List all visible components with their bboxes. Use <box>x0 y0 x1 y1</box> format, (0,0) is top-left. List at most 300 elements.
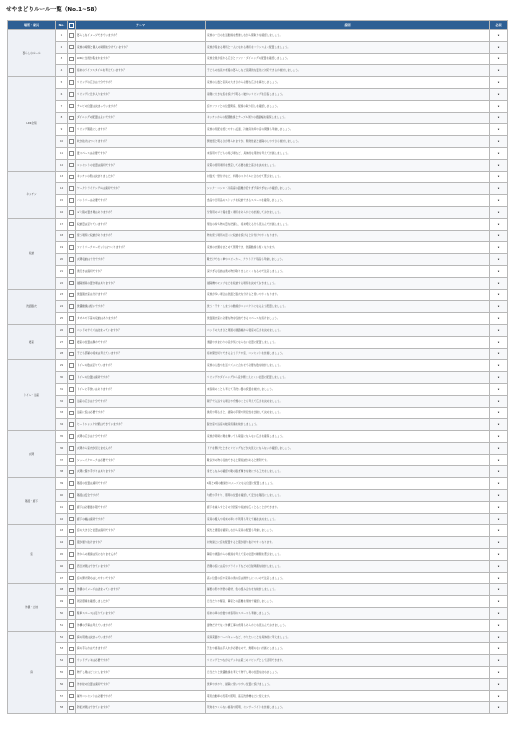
row-theme: 洗面脱衣室は分けますか？ <box>76 289 206 301</box>
row-checkbox[interactable] <box>69 80 74 85</box>
row-number: 19 <box>56 242 68 254</box>
table-row <box>8 560 508 572</box>
row-number: 36 <box>56 442 68 454</box>
required-star-icon: ★ <box>490 631 508 643</box>
row-number: 50 <box>56 608 68 620</box>
row-description: 食品や日用品のストックを収納できるスペースを確保しましょう。 <box>206 195 490 207</box>
row-theme: 将来のライフスタイルを考えていますか？ <box>76 65 206 77</box>
row-number: 35 <box>56 431 68 443</box>
category-cell: トイレ・浴室 <box>8 360 56 431</box>
required-star-icon: ★ <box>490 265 508 277</box>
table-row <box>8 206 508 218</box>
table-row <box>8 242 508 254</box>
table-row <box>8 513 508 525</box>
required-star-icon: ★ <box>490 442 508 454</box>
row-number: 42 <box>56 513 68 525</box>
row-description: 物を使う場所の近くに収納を設けると片付けやすくなります。 <box>206 230 490 242</box>
required-star-icon: ★ <box>490 596 508 608</box>
required-star-icon: ★ <box>490 124 508 136</box>
table-row <box>8 619 508 631</box>
row-theme: トイレに手洗いはありますか？ <box>76 383 206 395</box>
row-theme: 庭の手入れはできますか？ <box>76 643 206 655</box>
row-description: 西側の窓には庇やブラインドなどの日射遮蔽を検討しましょう。 <box>206 560 490 572</box>
row-number: 12 <box>56 159 68 171</box>
required-star-icon: ★ <box>490 301 508 313</box>
row-checkbox-cell <box>68 230 76 242</box>
row-checkbox[interactable] <box>69 198 74 203</box>
table-row <box>8 171 508 183</box>
row-description: 家族の衣類をまとめて管理でき、洗濯動線も短くなります。 <box>206 242 490 254</box>
row-checkbox[interactable] <box>69 328 74 333</box>
row-number: 8 <box>56 112 68 124</box>
row-checkbox[interactable] <box>69 304 74 309</box>
row-description: 深すぎる収納は奥の物が取り出しにくくなるので注意しましょう。 <box>206 265 490 277</box>
row-checkbox[interactable] <box>69 446 74 451</box>
row-description: 高い位置の窓や家具の奥の窓は操作しにくいので注意しましょう。 <box>206 572 490 584</box>
required-star-icon: ★ <box>490 324 508 336</box>
row-description: 家族の人数や生活リズムに合わせて必要な数を検討しましょう。 <box>206 360 490 372</box>
row-checkbox-cell <box>68 383 76 395</box>
table-row <box>8 372 508 384</box>
header-required: 必須 <box>490 21 508 30</box>
row-checkbox[interactable] <box>69 269 74 274</box>
row-description: 家族の気配を感じやすい反面、冷暖房効率や音の問題も考慮しましょう。 <box>206 124 490 136</box>
row-description: 採光と通風を確保しながら家具の配置も考慮しましょう。 <box>206 525 490 537</box>
row-checkbox-cell <box>68 195 76 207</box>
row-checkbox[interactable] <box>69 422 74 427</box>
row-theme: テレビの位置は決まっていますか？ <box>76 100 206 112</box>
row-number: 29 <box>56 360 68 372</box>
table-row <box>8 490 508 502</box>
row-checkbox[interactable] <box>69 116 74 121</box>
required-star-icon: ★ <box>490 560 508 572</box>
row-description: 廊下を減らすとその分居室や収納を広くとることができます。 <box>206 501 490 513</box>
row-checkbox[interactable] <box>69 470 74 475</box>
row-description: 対角線上に窓を配置すると風が通り抜けやすくなります。 <box>206 537 490 549</box>
row-checkbox[interactable] <box>69 481 74 486</box>
row-checkbox[interactable] <box>69 68 74 73</box>
row-checkbox[interactable] <box>69 245 74 250</box>
required-star-icon: ★ <box>490 348 508 360</box>
row-checkbox[interactable] <box>69 363 74 368</box>
table-row <box>8 218 508 230</box>
row-theme: 外からの視線は気になりませんか？ <box>76 549 206 561</box>
row-checkbox[interactable] <box>69 399 74 404</box>
required-star-icon: ★ <box>490 30 508 42</box>
required-star-icon: ★ <box>490 100 508 112</box>
row-theme: 畳スペースは必要ですか？ <box>76 147 206 159</box>
table-row <box>8 702 508 714</box>
row-theme: 階段は安全ですか？ <box>76 490 206 502</box>
row-checkbox[interactable] <box>69 599 74 604</box>
row-description: 日当たりと洗濯動線を考えて物干し場の位置を決めましょう。 <box>206 667 490 679</box>
required-star-icon: ★ <box>490 88 508 100</box>
row-checkbox-cell <box>68 667 76 679</box>
row-checkbox-cell <box>68 395 76 407</box>
required-star-icon: ★ <box>490 372 508 384</box>
row-theme: 西日対策はできていますか？ <box>76 560 206 572</box>
row-theme: ウッドデッキは必要ですか？ <box>76 655 206 667</box>
required-star-icon: ★ <box>490 419 508 431</box>
row-checkbox-cell <box>68 289 76 301</box>
required-star-icon: ★ <box>490 41 508 53</box>
category-cell: LDK全般 <box>8 77 56 171</box>
row-number: 47 <box>56 572 68 584</box>
row-description: 現在の持ち物の量を把握し、将来増える分も見込んで計画しましょう。 <box>206 218 490 230</box>
row-number: 39 <box>56 478 68 490</box>
required-star-icon: ★ <box>490 608 508 620</box>
required-star-icon: ★ <box>490 289 508 301</box>
table-row <box>8 407 508 419</box>
row-number: 16 <box>56 206 68 218</box>
row-number: 20 <box>56 254 68 266</box>
table-row <box>8 395 508 407</box>
required-star-icon: ★ <box>490 584 508 596</box>
row-description: 隣家や道路からの視線を考えて窓の位置や種類を選びましょう。 <box>206 549 490 561</box>
table-row <box>8 183 508 195</box>
row-checkbox[interactable] <box>69 588 74 593</box>
category-cell: 玄関 <box>8 431 56 478</box>
category-cell: 階段・廊下 <box>8 478 56 525</box>
row-checkbox[interactable] <box>69 104 74 109</box>
row-checkbox[interactable] <box>69 647 74 652</box>
required-star-icon: ★ <box>490 655 508 667</box>
row-number: 25 <box>56 313 68 325</box>
table-header-row <box>8 21 508 30</box>
row-checkbox[interactable] <box>69 210 74 215</box>
row-checkbox[interactable] <box>69 92 74 97</box>
row-checkbox-cell <box>68 88 76 100</box>
required-star-icon: ★ <box>490 77 508 89</box>
row-checkbox-cell <box>68 513 76 525</box>
row-checkbox-cell <box>68 324 76 336</box>
row-checkbox[interactable] <box>69 293 74 298</box>
category-cell: 洗面脱衣 <box>8 289 56 324</box>
row-theme: リビング階段にしますか？ <box>76 124 206 136</box>
row-number: 46 <box>56 560 68 572</box>
row-number: 23 <box>56 289 68 301</box>
row-number: 30 <box>56 372 68 384</box>
table-row <box>8 383 508 395</box>
row-number: 41 <box>56 501 68 513</box>
row-description: 家電の使用場所を想定して必要な数と高さを決めましょう。 <box>206 159 490 171</box>
row-number: 7 <box>56 100 68 112</box>
row-description: 家族全員が座れる広さとソファ・ダイニングの配置を確認しましょう。 <box>206 53 490 65</box>
row-checkbox-cell <box>68 454 76 466</box>
row-description: 道路や水まわりの音が気にならない位置に配置しましょう。 <box>206 336 490 348</box>
row-number: 55 <box>56 667 68 679</box>
row-checkbox[interactable] <box>69 552 74 557</box>
row-checkbox-cell <box>68 360 76 372</box>
row-theme: 屋外コンセントは必要ですか？ <box>76 690 206 702</box>
row-theme: ヒートショック対策はできていますか？ <box>76 419 206 431</box>
table-row <box>8 30 508 42</box>
row-number: 9 <box>56 124 68 136</box>
row-theme: ゴミ箱の置き場はありますか？ <box>76 206 206 218</box>
row-theme: 玄関収納は十分ですか？ <box>76 254 206 266</box>
required-star-icon: ★ <box>490 537 508 549</box>
row-checkbox-cell <box>68 702 76 714</box>
row-description: ドアを開けたときにリビングなどが丸見えにならないか確認しましょう。 <box>206 442 490 454</box>
row-checkbox[interactable] <box>69 529 74 534</box>
row-checkbox[interactable] <box>69 281 74 286</box>
table-row <box>8 195 508 207</box>
row-checkbox[interactable] <box>69 387 74 392</box>
table-row <box>8 53 508 65</box>
category-cell: 暮らしのルール <box>8 30 56 77</box>
row-checkbox[interactable] <box>69 139 74 144</box>
table-row <box>8 147 508 159</box>
row-checkbox-cell <box>68 419 76 431</box>
row-checkbox[interactable] <box>69 45 74 50</box>
row-checkbox-cell <box>68 407 76 419</box>
row-description: 来客用や子どもの遊び場など、具体的な用途を考えて計画しましょう。 <box>206 147 490 159</box>
row-theme: 暮らしをイメージできていますか？ <box>76 30 206 42</box>
row-theme: リビングに日が入りますか？ <box>76 88 206 100</box>
row-description: 家庭菜園やバーベキューなど、やりたいことを具体的に考えましょう。 <box>206 631 490 643</box>
row-number: 43 <box>56 525 68 537</box>
row-description: キッチンからの配膳動線とテーブル周りの通路幅を確保しましょう。 <box>206 112 490 124</box>
table-row <box>8 501 508 513</box>
row-checkbox[interactable] <box>69 411 74 416</box>
row-checkbox-cell <box>68 65 76 77</box>
row-checkbox[interactable] <box>69 493 74 498</box>
row-checkbox[interactable] <box>69 234 74 239</box>
row-checkbox-cell <box>68 265 76 277</box>
row-theme: 浴室に窓は必要ですか？ <box>76 407 206 419</box>
row-checkbox-cell <box>68 466 76 478</box>
row-description: 脱衣室や浴室の暖房設備を検討しましょう。 <box>206 419 490 431</box>
row-checkbox[interactable] <box>69 186 74 191</box>
row-checkbox[interactable] <box>69 127 74 132</box>
required-star-icon: ★ <box>490 360 508 372</box>
table-row <box>8 77 508 89</box>
row-description: 分別用のゴミ箱を置く場所をあらかじめ計画しておきましょう。 <box>206 206 490 218</box>
row-checkbox[interactable] <box>69 458 74 463</box>
row-checkbox[interactable] <box>69 33 74 38</box>
row-checkbox[interactable] <box>69 670 74 675</box>
table-row <box>8 230 508 242</box>
row-checkbox[interactable] <box>69 151 74 156</box>
row-description: ベッドの大きさと周囲の通路幅から寝室の広さを決めましょう。 <box>206 324 490 336</box>
row-number: 13 <box>56 171 68 183</box>
row-number: 34 <box>56 419 68 431</box>
table-row <box>8 678 508 690</box>
row-checkbox-cell <box>68 478 76 490</box>
table-row <box>8 454 508 466</box>
row-description: リビングとつながるデッキは第二のリビングとして活用できます。 <box>206 655 490 667</box>
row-theme: 奥行きは適切ですか？ <box>76 265 206 277</box>
row-number: 56 <box>56 678 68 690</box>
row-checkbox-cell <box>68 242 76 254</box>
table-row <box>8 537 508 549</box>
row-description: 窓やソファとの位置関係、配線の取り回しを確認しましょう。 <box>206 100 490 112</box>
row-theme: 浴室の広さは十分ですか？ <box>76 395 206 407</box>
row-checkbox-cell <box>68 254 76 266</box>
table-row <box>8 419 508 431</box>
row-checkbox[interactable] <box>69 163 74 168</box>
row-theme: 玄関に鏡や手すりはありますか？ <box>76 466 206 478</box>
row-checkbox[interactable] <box>69 257 74 262</box>
row-number: 14 <box>56 183 68 195</box>
row-description: 死角をつくらない植栽や照明、センサーライトを計画しましょう。 <box>206 702 490 714</box>
required-star-icon: ★ <box>490 183 508 195</box>
row-description: 家族が多い場合は洗面と脱衣を分けると使いやすくなります。 <box>206 289 490 301</box>
header-theme: テーマ <box>76 21 206 30</box>
row-theme: 寝室の位置は静かですか？ <box>76 336 206 348</box>
row-checkbox[interactable] <box>69 564 74 569</box>
required-star-icon: ★ <box>490 407 508 419</box>
required-star-icon: ★ <box>490 619 508 631</box>
required-star-icon: ★ <box>490 572 508 584</box>
required-star-icon: ★ <box>490 230 508 242</box>
row-theme: ファミリークローゼットはつくりますか？ <box>76 242 206 254</box>
row-number: 28 <box>56 348 68 360</box>
row-checkbox[interactable] <box>69 635 74 640</box>
row-theme: ベッドのサイズは決まっていますか？ <box>76 324 206 336</box>
row-description: 家具の搬入や将来の車いす利用も考えて幅を決めましょう。 <box>206 513 490 525</box>
row-number: 31 <box>56 383 68 395</box>
table-row <box>8 336 508 348</box>
row-checkbox-cell <box>68 336 76 348</box>
row-description: 換気や明るさと、掃除の手間や防犯性を比較して決めましょう。 <box>206 407 490 419</box>
table-row <box>8 584 508 596</box>
row-checkbox[interactable] <box>69 658 74 663</box>
row-checkbox-cell <box>68 525 76 537</box>
required-star-icon: ★ <box>490 147 508 159</box>
row-checkbox[interactable] <box>69 694 74 699</box>
row-theme: コンセントの位置は適切ですか？ <box>76 159 206 171</box>
table-row <box>8 631 508 643</box>
row-checkbox[interactable] <box>69 352 74 357</box>
row-number: 4 <box>56 65 68 77</box>
required-star-icon: ★ <box>490 195 508 207</box>
row-description: 家族が集まる場所と一人になれる場所をバランスよく配置しましょう。 <box>206 41 490 53</box>
row-checkbox[interactable] <box>69 505 74 510</box>
row-number: 58 <box>56 702 68 714</box>
row-description: 南側に大きな窓を設けて明るく暖かいリビングを目指しましょう。 <box>206 88 490 100</box>
row-checkbox[interactable] <box>69 434 74 439</box>
row-checkbox[interactable] <box>69 57 74 62</box>
row-description: 靴だけでなく傘やベビーカー、アウトドア用品も考慮しましょう。 <box>206 254 490 266</box>
row-checkbox-cell <box>68 77 76 89</box>
header-no: No. <box>56 21 68 30</box>
category-cell: 収納 <box>8 218 56 289</box>
required-star-icon: ★ <box>490 383 508 395</box>
row-checkbox[interactable] <box>69 540 74 545</box>
required-star-icon: ★ <box>490 513 508 525</box>
row-description: 掃除機やモップなどを収納する場所を決めておきましょう。 <box>206 277 490 289</box>
row-checkbox-cell <box>68 631 76 643</box>
table-row <box>8 313 508 325</box>
table-row <box>8 667 508 679</box>
table-row <box>8 41 508 53</box>
row-checkbox[interactable] <box>69 340 74 345</box>
row-description: 電気自動車の充電や照明、高圧洗浄機などに使えます。 <box>206 690 490 702</box>
row-checkbox[interactable] <box>69 576 74 581</box>
required-star-icon: ★ <box>490 159 508 171</box>
row-checkbox[interactable] <box>69 706 74 711</box>
row-theme: 窓の大きさと位置は適切ですか？ <box>76 525 206 537</box>
row-checkbox-cell <box>68 572 76 584</box>
required-star-icon: ★ <box>490 454 508 466</box>
row-checkbox-cell <box>68 619 76 631</box>
table-row <box>8 348 508 360</box>
row-description: 親子で入浴する場合や介護のことも考えて広さを決めましょう。 <box>206 395 490 407</box>
row-checkbox-cell <box>68 372 76 384</box>
row-checkbox[interactable] <box>69 682 74 687</box>
row-theme: 外観のイメージは決まっていますか？ <box>76 584 206 596</box>
row-number: 17 <box>56 218 68 230</box>
rules-table <box>7 20 508 714</box>
table-row <box>8 466 508 478</box>
category-cell: 寝室 <box>8 324 56 359</box>
row-checkbox-cell <box>68 537 76 549</box>
row-number: 52 <box>56 631 68 643</box>
required-star-icon: ★ <box>490 254 508 266</box>
row-checkbox-cell <box>68 53 76 65</box>
row-checkbox[interactable] <box>69 375 74 380</box>
row-checkbox[interactable] <box>69 611 74 616</box>
table-row <box>8 277 508 289</box>
row-checkbox-cell <box>68 678 76 690</box>
row-checkbox[interactable] <box>69 517 74 522</box>
row-checkbox-cell <box>68 30 76 42</box>
header-check <box>68 21 76 30</box>
row-checkbox[interactable] <box>69 623 74 628</box>
row-theme: 収納量は足りていますか？ <box>76 218 206 230</box>
row-checkbox[interactable] <box>69 316 74 321</box>
row-number: 15 <box>56 195 68 207</box>
row-description: 家族の人数と家具の大きさから必要な広さを算出しましょう。 <box>206 77 490 89</box>
row-checkbox-cell <box>68 431 76 443</box>
row-checkbox-cell <box>68 171 76 183</box>
required-star-icon: ★ <box>490 136 508 148</box>
row-checkbox-cell <box>68 549 76 561</box>
table-row <box>8 289 508 301</box>
required-star-icon: ★ <box>490 466 508 478</box>
row-checkbox[interactable] <box>69 222 74 227</box>
row-description: 将来間仕切りできるようドアや窓、コンセントを計画しましょう。 <box>206 348 490 360</box>
row-description: 屋根の形や外壁の素材、色の組み合わせを検討しましょう。 <box>206 584 490 596</box>
row-checkbox-cell <box>68 206 76 218</box>
table-row <box>8 265 508 277</box>
row-description: 靴以外の物も収納できる土間収納があると便利です。 <box>206 454 490 466</box>
row-checkbox-cell <box>68 218 76 230</box>
row-number: 22 <box>56 277 68 289</box>
row-checkbox[interactable] <box>69 175 74 180</box>
row-number: 45 <box>56 549 68 561</box>
required-star-icon: ★ <box>490 643 508 655</box>
required-star-icon: ★ <box>490 313 508 325</box>
row-number: 37 <box>56 454 68 466</box>
row-checkbox-cell <box>68 608 76 620</box>
required-star-icon: ★ <box>490 478 508 490</box>
row-theme: 外水栓の位置は適切ですか？ <box>76 678 206 690</box>
row-checkbox-cell <box>68 490 76 502</box>
required-star-icon: ★ <box>490 206 508 218</box>
row-number: 57 <box>56 690 68 702</box>
row-theme: ワークトライアングルは適切ですか？ <box>76 183 206 195</box>
category-cell: キッチン <box>8 171 56 218</box>
table-row <box>8 254 508 266</box>
row-theme: 使う場所に収納がありますか？ <box>76 230 206 242</box>
row-checkbox-cell <box>68 348 76 360</box>
row-checkbox-cell <box>68 690 76 702</box>
row-checkbox-cell <box>68 112 76 124</box>
row-checkbox-cell <box>68 100 76 112</box>
table-row <box>8 100 508 112</box>
